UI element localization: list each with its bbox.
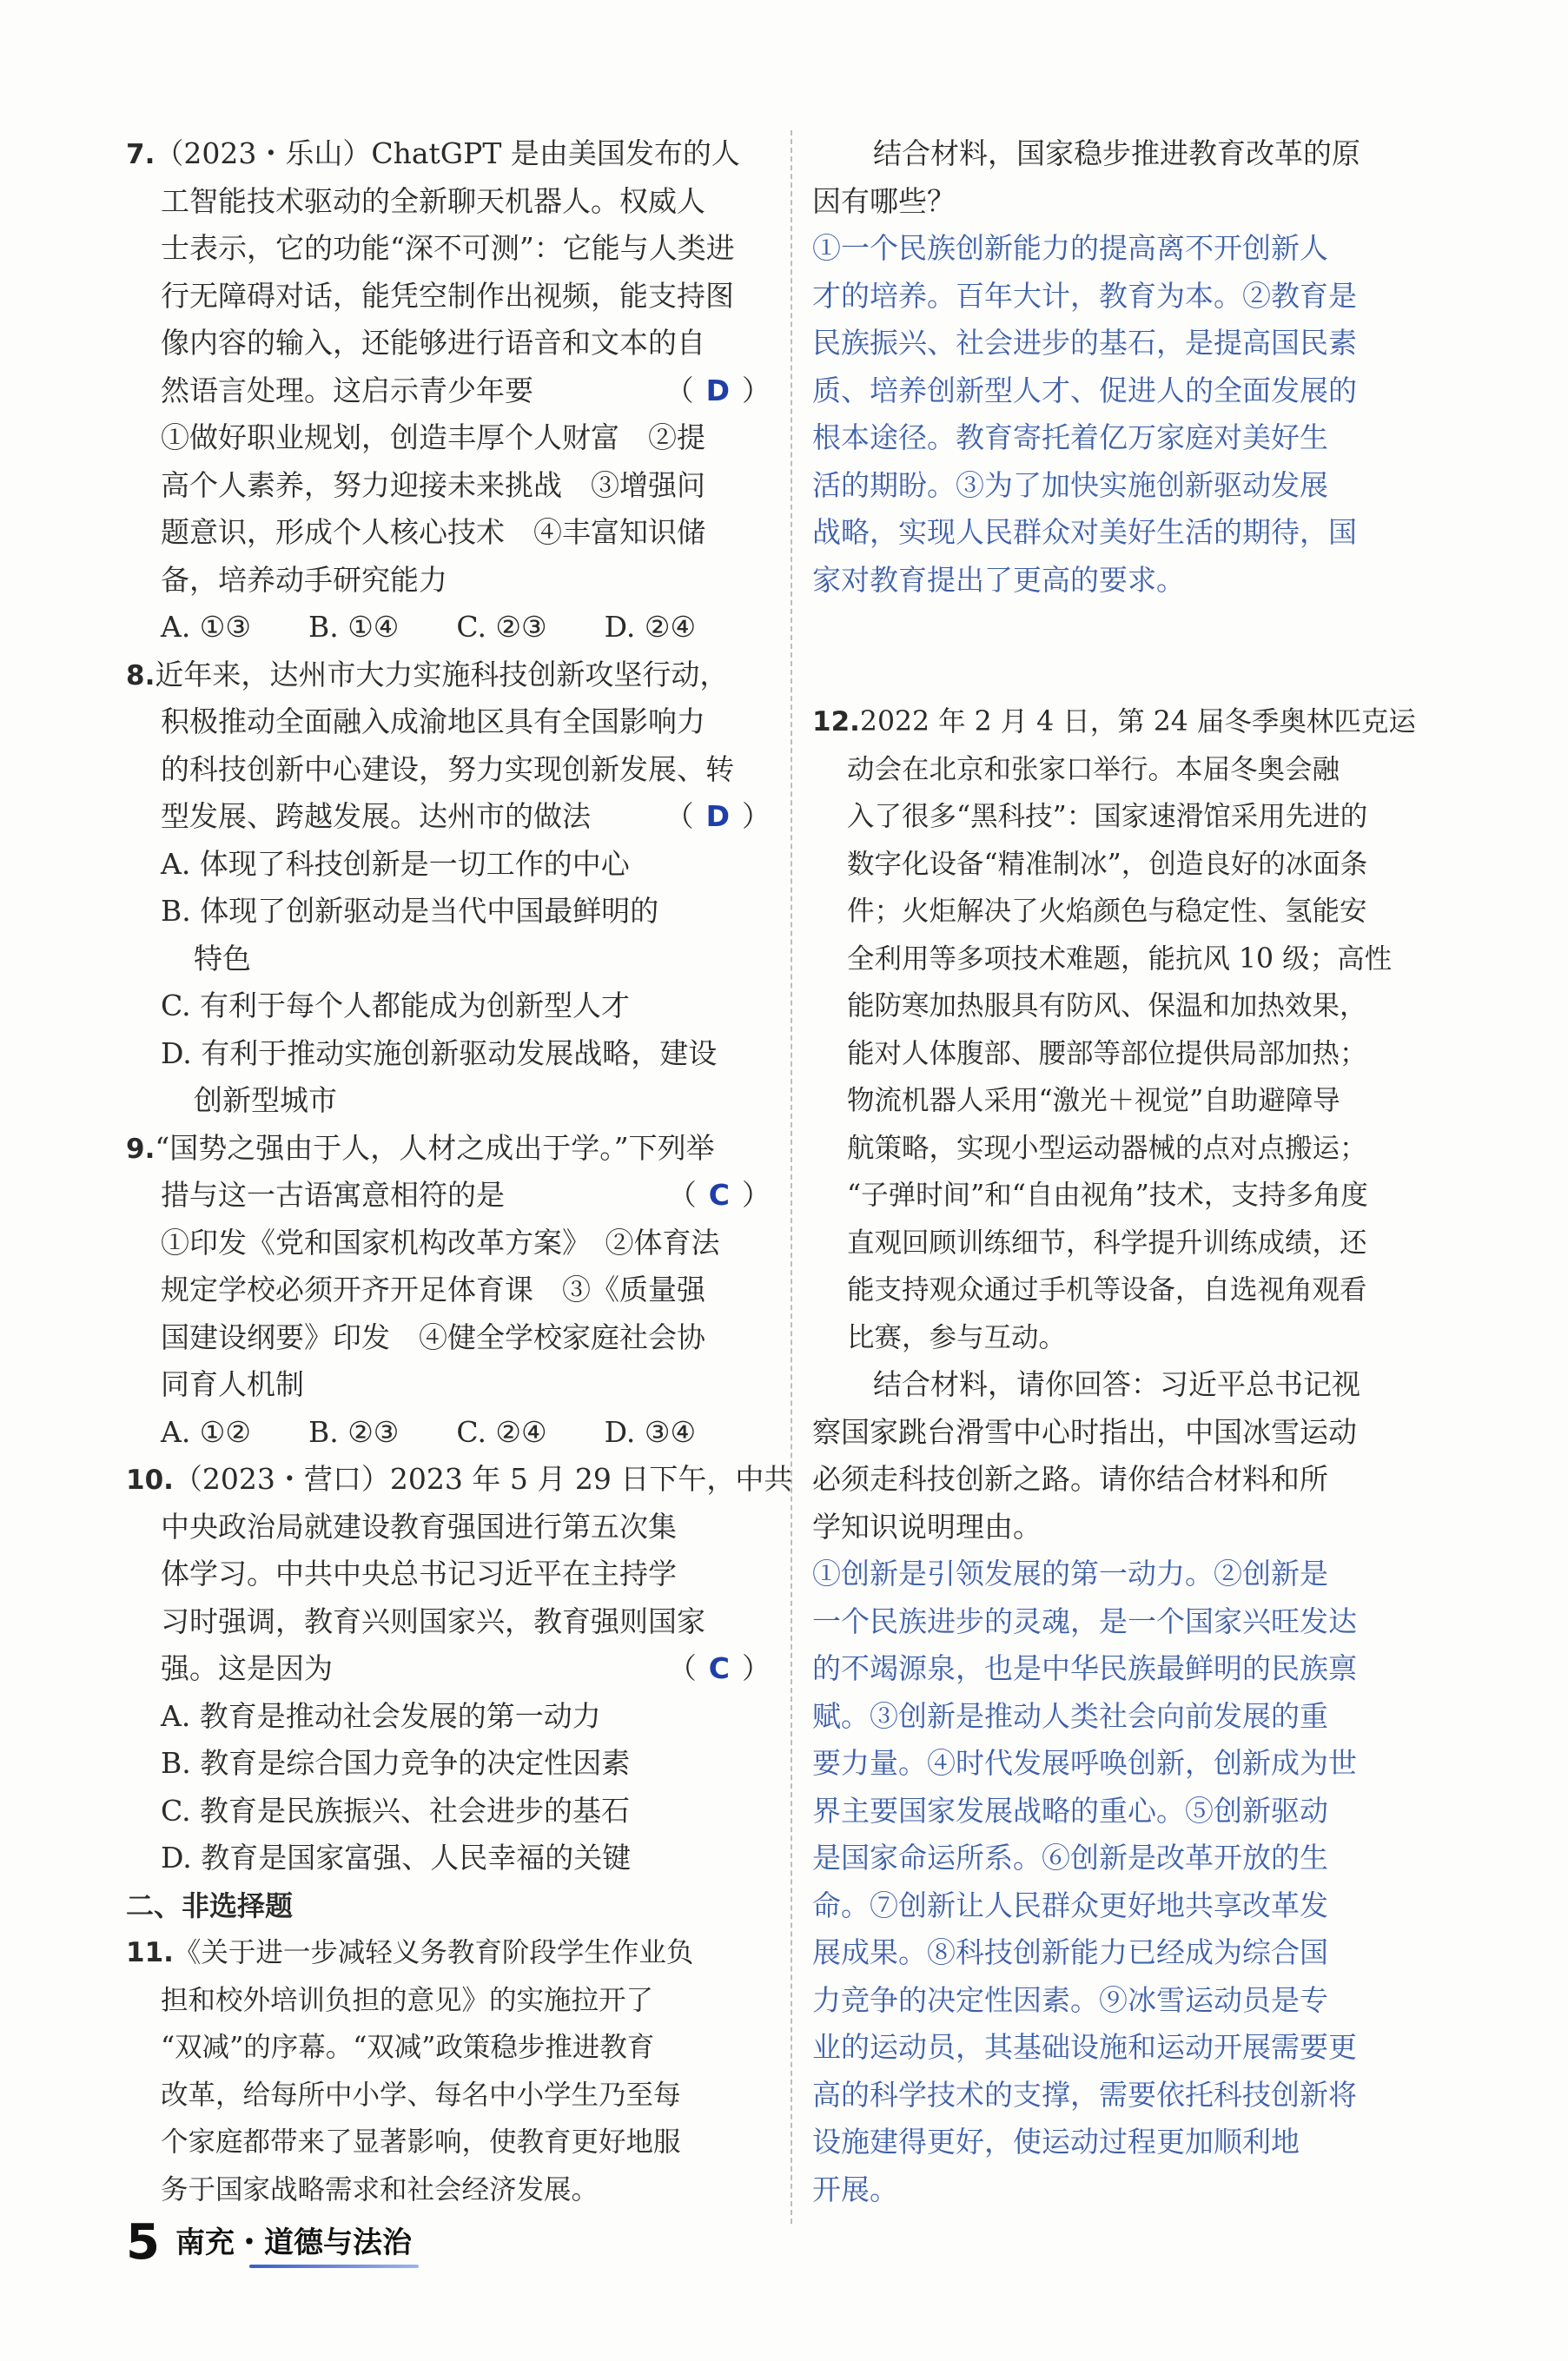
question-line: 比赛，参与互动。 bbox=[847, 1321, 1067, 1353]
question-line bbox=[126, 1645, 771, 1693]
title-underline bbox=[249, 2265, 419, 2268]
question-line bbox=[126, 1125, 771, 1173]
question-text: 《关于进一步减轻义务教育阶段学生作业负 bbox=[173, 1937, 694, 1968]
question-text: （2023・乐山）ChatGPT 是由美国发布的人 bbox=[155, 136, 740, 170]
option-line: 同育人机制 bbox=[161, 1367, 304, 1401]
answer-letter: D bbox=[705, 799, 730, 833]
answer-line: 活的期盼。③为了加快实施创新驱动发展 bbox=[812, 467, 1328, 502]
prompt-line: 必须走科技创新之路。请你结合材料和所 bbox=[812, 1462, 1328, 1496]
answer-line: 民族振兴、社会进步的基石，是提高国民素 bbox=[812, 326, 1357, 360]
answer-space bbox=[812, 604, 1451, 651]
question-text: 强。这是因为 bbox=[161, 1651, 333, 1685]
question-line: 个家庭都带来了显著影响，使教育更好地服 bbox=[161, 2126, 681, 2158]
option-line: 备，培养动手研究能力 bbox=[161, 562, 447, 597]
answer-letter: D bbox=[705, 373, 730, 407]
option-b: B. 体现了创新驱动是当代中国最鲜明的 bbox=[161, 894, 659, 928]
answer-letter: C bbox=[708, 1651, 730, 1685]
question-text: 然语言处理。这启示青少年要 bbox=[161, 373, 533, 407]
question-8 bbox=[126, 651, 771, 1125]
left-column bbox=[126, 130, 793, 2213]
option-b: B. 教育是综合国力竞争的决定性因素 bbox=[161, 1746, 631, 1780]
question-line: 士表示，它的功能“深不可测”：它能与人类进 bbox=[161, 231, 735, 265]
prompt-line: 因有哪些？ bbox=[812, 183, 956, 218]
question-number: 12. bbox=[812, 706, 860, 737]
answer-letter: C bbox=[708, 1178, 730, 1212]
question-11-material bbox=[126, 1929, 771, 2213]
answer-bracket: （ C ） bbox=[667, 1651, 771, 1685]
page-number: 5 bbox=[126, 2214, 160, 2271]
question-line: 行无障碍对话，能凭空制作出视频，能支持图 bbox=[161, 278, 734, 313]
option-line: ①印发《党和国家机构改革方案》 ②体育法 bbox=[161, 1225, 720, 1260]
question-line: 能支持观众通过手机等设备，自选视角观看 bbox=[847, 1274, 1367, 1306]
question-line bbox=[126, 1929, 771, 1977]
question-line: 能对人体腹部、腰部等部位提供局部加热； bbox=[847, 1037, 1367, 1069]
question-9 bbox=[126, 1125, 771, 1457]
option-line: 国建设纲要》印发 ④健全学校家庭社会协 bbox=[161, 1319, 705, 1354]
question-line bbox=[126, 130, 771, 178]
answer-line: 命。⑦创新让人民群众更好地共享改革发 bbox=[812, 1888, 1328, 1922]
question-line: 体学习。中共中央总书记习近平在主持学 bbox=[161, 1557, 677, 1591]
question-number: 9. bbox=[126, 1133, 155, 1165]
answer-line: 要力量。④时代发展呼唤创新，创新成为世 bbox=[812, 1746, 1357, 1780]
question-line: 担和校外培训负担的意见》的实施拉开了 bbox=[161, 1984, 654, 2016]
option-d: D. 教育是国家富强、人民幸福的关键 bbox=[161, 1841, 632, 1875]
answer-line: 界主要国家发展战略的重心。⑤创新驱动 bbox=[812, 1793, 1328, 1828]
answer-bracket: （ D ） bbox=[665, 373, 771, 407]
answer-line: ①创新是引领发展的第一动力。②创新是 bbox=[812, 1557, 1328, 1591]
answer-line: 的不竭源泉，也是中华民族最鲜明的民族禀 bbox=[812, 1651, 1357, 1685]
option-line: 题意识，形成个人核心技术 ④丰富知识储 bbox=[161, 515, 705, 549]
prompt-line: 结合材料，请你回答：习近平总书记视 bbox=[873, 1367, 1360, 1401]
question-line: 工智能技术驱动的全新聊天机器人。权威人 bbox=[161, 183, 705, 218]
option-b-continued: 特色 bbox=[194, 941, 251, 975]
question-line bbox=[812, 698, 1451, 746]
question-line: 件；火炬解决了火焰颜色与稳定性、氢能安 bbox=[847, 896, 1367, 927]
question-line bbox=[126, 367, 771, 415]
question-line: 习时强调，教育兴则国家兴，教育强则国家 bbox=[161, 1604, 705, 1638]
question-line: 动会在北京和张家口举行。本届冬奥会融 bbox=[847, 753, 1340, 785]
question-number: 8. bbox=[126, 659, 155, 691]
right-column bbox=[812, 130, 1451, 2213]
choice-line: A. ①② B. ②③ C. ②④ D. ③④ bbox=[161, 1414, 697, 1449]
answer-line: 一个民族进步的灵魂，是一个国家兴旺发达 bbox=[812, 1604, 1357, 1638]
question-number: 11. bbox=[126, 1937, 174, 1968]
question-number: 10. bbox=[126, 1465, 174, 1496]
question-7 bbox=[126, 130, 771, 651]
answer-line: 业的运动员，其基础设施和运动开展需要更 bbox=[812, 2030, 1357, 2064]
answer-line: 战略，实现人民群众对美好生活的期待，国 bbox=[812, 515, 1357, 549]
answer-line: 力竞争的决定性因素。⑨冰雪运动员是专 bbox=[812, 1982, 1328, 2017]
option-line: 高个人素养，努力迎接未来挑战 ③增强问 bbox=[161, 467, 705, 502]
option-c: C. 有利于每个人都能成为创新型人才 bbox=[161, 989, 631, 1022]
question-line: 中央政治局就建设教育强国进行第五次集 bbox=[161, 1509, 677, 1544]
option-a: A. 教育是推动社会发展的第一动力 bbox=[161, 1698, 601, 1733]
prompt-line: 察国家跳台滑雪中心时指出，中国冰雪运动 bbox=[812, 1414, 1357, 1449]
question-line: “子弹时间”和“自由视角”技术，支持多角度 bbox=[847, 1180, 1368, 1211]
column-divider bbox=[791, 130, 792, 2224]
question-line: 的科技创新中心建设，努力实现创新发展、转 bbox=[161, 751, 734, 786]
answer-line: 展成果。⑧科技创新能力已经成为综合国 bbox=[812, 1935, 1328, 1969]
book-title-text: 南充・道德与法治 bbox=[175, 2225, 412, 2260]
prompt-line: 学知识说明理由。 bbox=[812, 1509, 1042, 1544]
question-line bbox=[126, 1172, 771, 1220]
answer-line: 开展。 bbox=[812, 2172, 898, 2206]
question-text: （2023・营口）2023 年 5 月 29 日下午，中共 bbox=[173, 1462, 793, 1496]
question-number: 7. bbox=[126, 139, 155, 170]
answer-line: 高的科学技术的支撑，需要依托科技创新将 bbox=[812, 2077, 1357, 2112]
question-line: 能防寒加热服具有防风、保温和加热效果， bbox=[847, 990, 1367, 1022]
answer-space bbox=[812, 651, 1451, 699]
answer-line: 赋。③创新是推动人类社会向前发展的重 bbox=[812, 1698, 1328, 1733]
question-line bbox=[126, 1456, 793, 1504]
answer-line: ①一个民族创新能力的提高离不开创新人 bbox=[812, 231, 1328, 265]
answer-line: 设施建得更好，使运动过程更加顺利地 bbox=[812, 2125, 1300, 2159]
question-line bbox=[126, 793, 771, 841]
question-12 bbox=[812, 698, 1451, 2213]
option-line: 规定学校必须开齐开足体育课 ③《质量强 bbox=[161, 1273, 705, 1306]
question-line: 改革，给每所中小学、每名中小学生乃至每 bbox=[161, 2079, 681, 2111]
question-text: 2022 年 2 月 4 日，第 24 届冬季奥林匹克运 bbox=[859, 706, 1416, 737]
question-line: 务于国家战略需求和社会经济发展。 bbox=[161, 2173, 599, 2206]
option-d: D. 有利于推动实施创新驱动发展战略，建设 bbox=[161, 1035, 718, 1070]
page-footer bbox=[126, 2214, 412, 2271]
question-line: 直观回顾训练细节，科学提升训练成绩，还 bbox=[847, 1227, 1367, 1259]
question-line: 物流机器人采用“激光＋视觉”自助避障导 bbox=[847, 1085, 1340, 1116]
question-text: “国势之强由于人，人材之成出于学。”下列举 bbox=[155, 1130, 715, 1165]
section-heading: 二、非选择题 bbox=[126, 1888, 294, 1922]
question-11-answer bbox=[812, 130, 1451, 604]
answer-bracket: （ D ） bbox=[665, 799, 771, 833]
option-line: ①做好职业规划，创造丰厚个人财富 ②提 bbox=[161, 420, 705, 454]
answer-line: 家对教育提出了更高的要求。 bbox=[812, 562, 1185, 597]
answer-bracket: （ C ） bbox=[667, 1178, 771, 1212]
question-10 bbox=[126, 1456, 793, 1882]
question-line: 全利用等多项技术难题，能抗风 10 级；高性 bbox=[847, 942, 1393, 975]
question-text: 措与这一古语寓意相符的是 bbox=[161, 1178, 505, 1212]
option-a: A. 体现了科技创新是一切工作的中心 bbox=[161, 846, 630, 881]
option-c: C. 教育是民族振兴、社会进步的基石 bbox=[161, 1793, 631, 1828]
question-line: “双减”的序幕。“双减”政策稳步推进教育 bbox=[161, 2032, 655, 2063]
answer-line: 才的培养。百年大计，教育为本。②教育是 bbox=[812, 278, 1357, 313]
question-text: 近年来，达州市大力实施科技创新攻坚行动， bbox=[155, 657, 729, 691]
answer-line: 根本途径。教育寄托着亿万家庭对美好生 bbox=[812, 420, 1328, 454]
question-line: 像内容的输入，还能够进行语音和文本的自 bbox=[161, 326, 705, 360]
option-d-continued: 创新型城市 bbox=[194, 1083, 337, 1117]
answer-line: 是国家命运所系。⑥创新是改革开放的生 bbox=[812, 1841, 1328, 1875]
question-line bbox=[126, 651, 771, 699]
question-line: 入了很多“黑科技”：国家速滑馆采用先进的 bbox=[847, 801, 1368, 832]
answer-line: 质、培养创新型人才、促进人的全面发展的 bbox=[812, 373, 1357, 407]
choice-line: A. ①③ B. ①④ C. ②③ D. ②④ bbox=[161, 610, 697, 644]
question-line: 航策略，实现小型运动器械的点对点搬运； bbox=[847, 1132, 1367, 1164]
prompt-line: 结合材料，国家稳步推进教育改革的原 bbox=[873, 136, 1360, 170]
question-line: 数字化设备“精准制冰”，创造良好的冰面条 bbox=[847, 848, 1368, 880]
book-title bbox=[175, 2219, 412, 2268]
question-text: 型发展、跨越发展。达州市的做法 bbox=[161, 799, 591, 833]
question-line: 积极推动全面融入成渝地区具有全国影响力 bbox=[161, 704, 705, 738]
